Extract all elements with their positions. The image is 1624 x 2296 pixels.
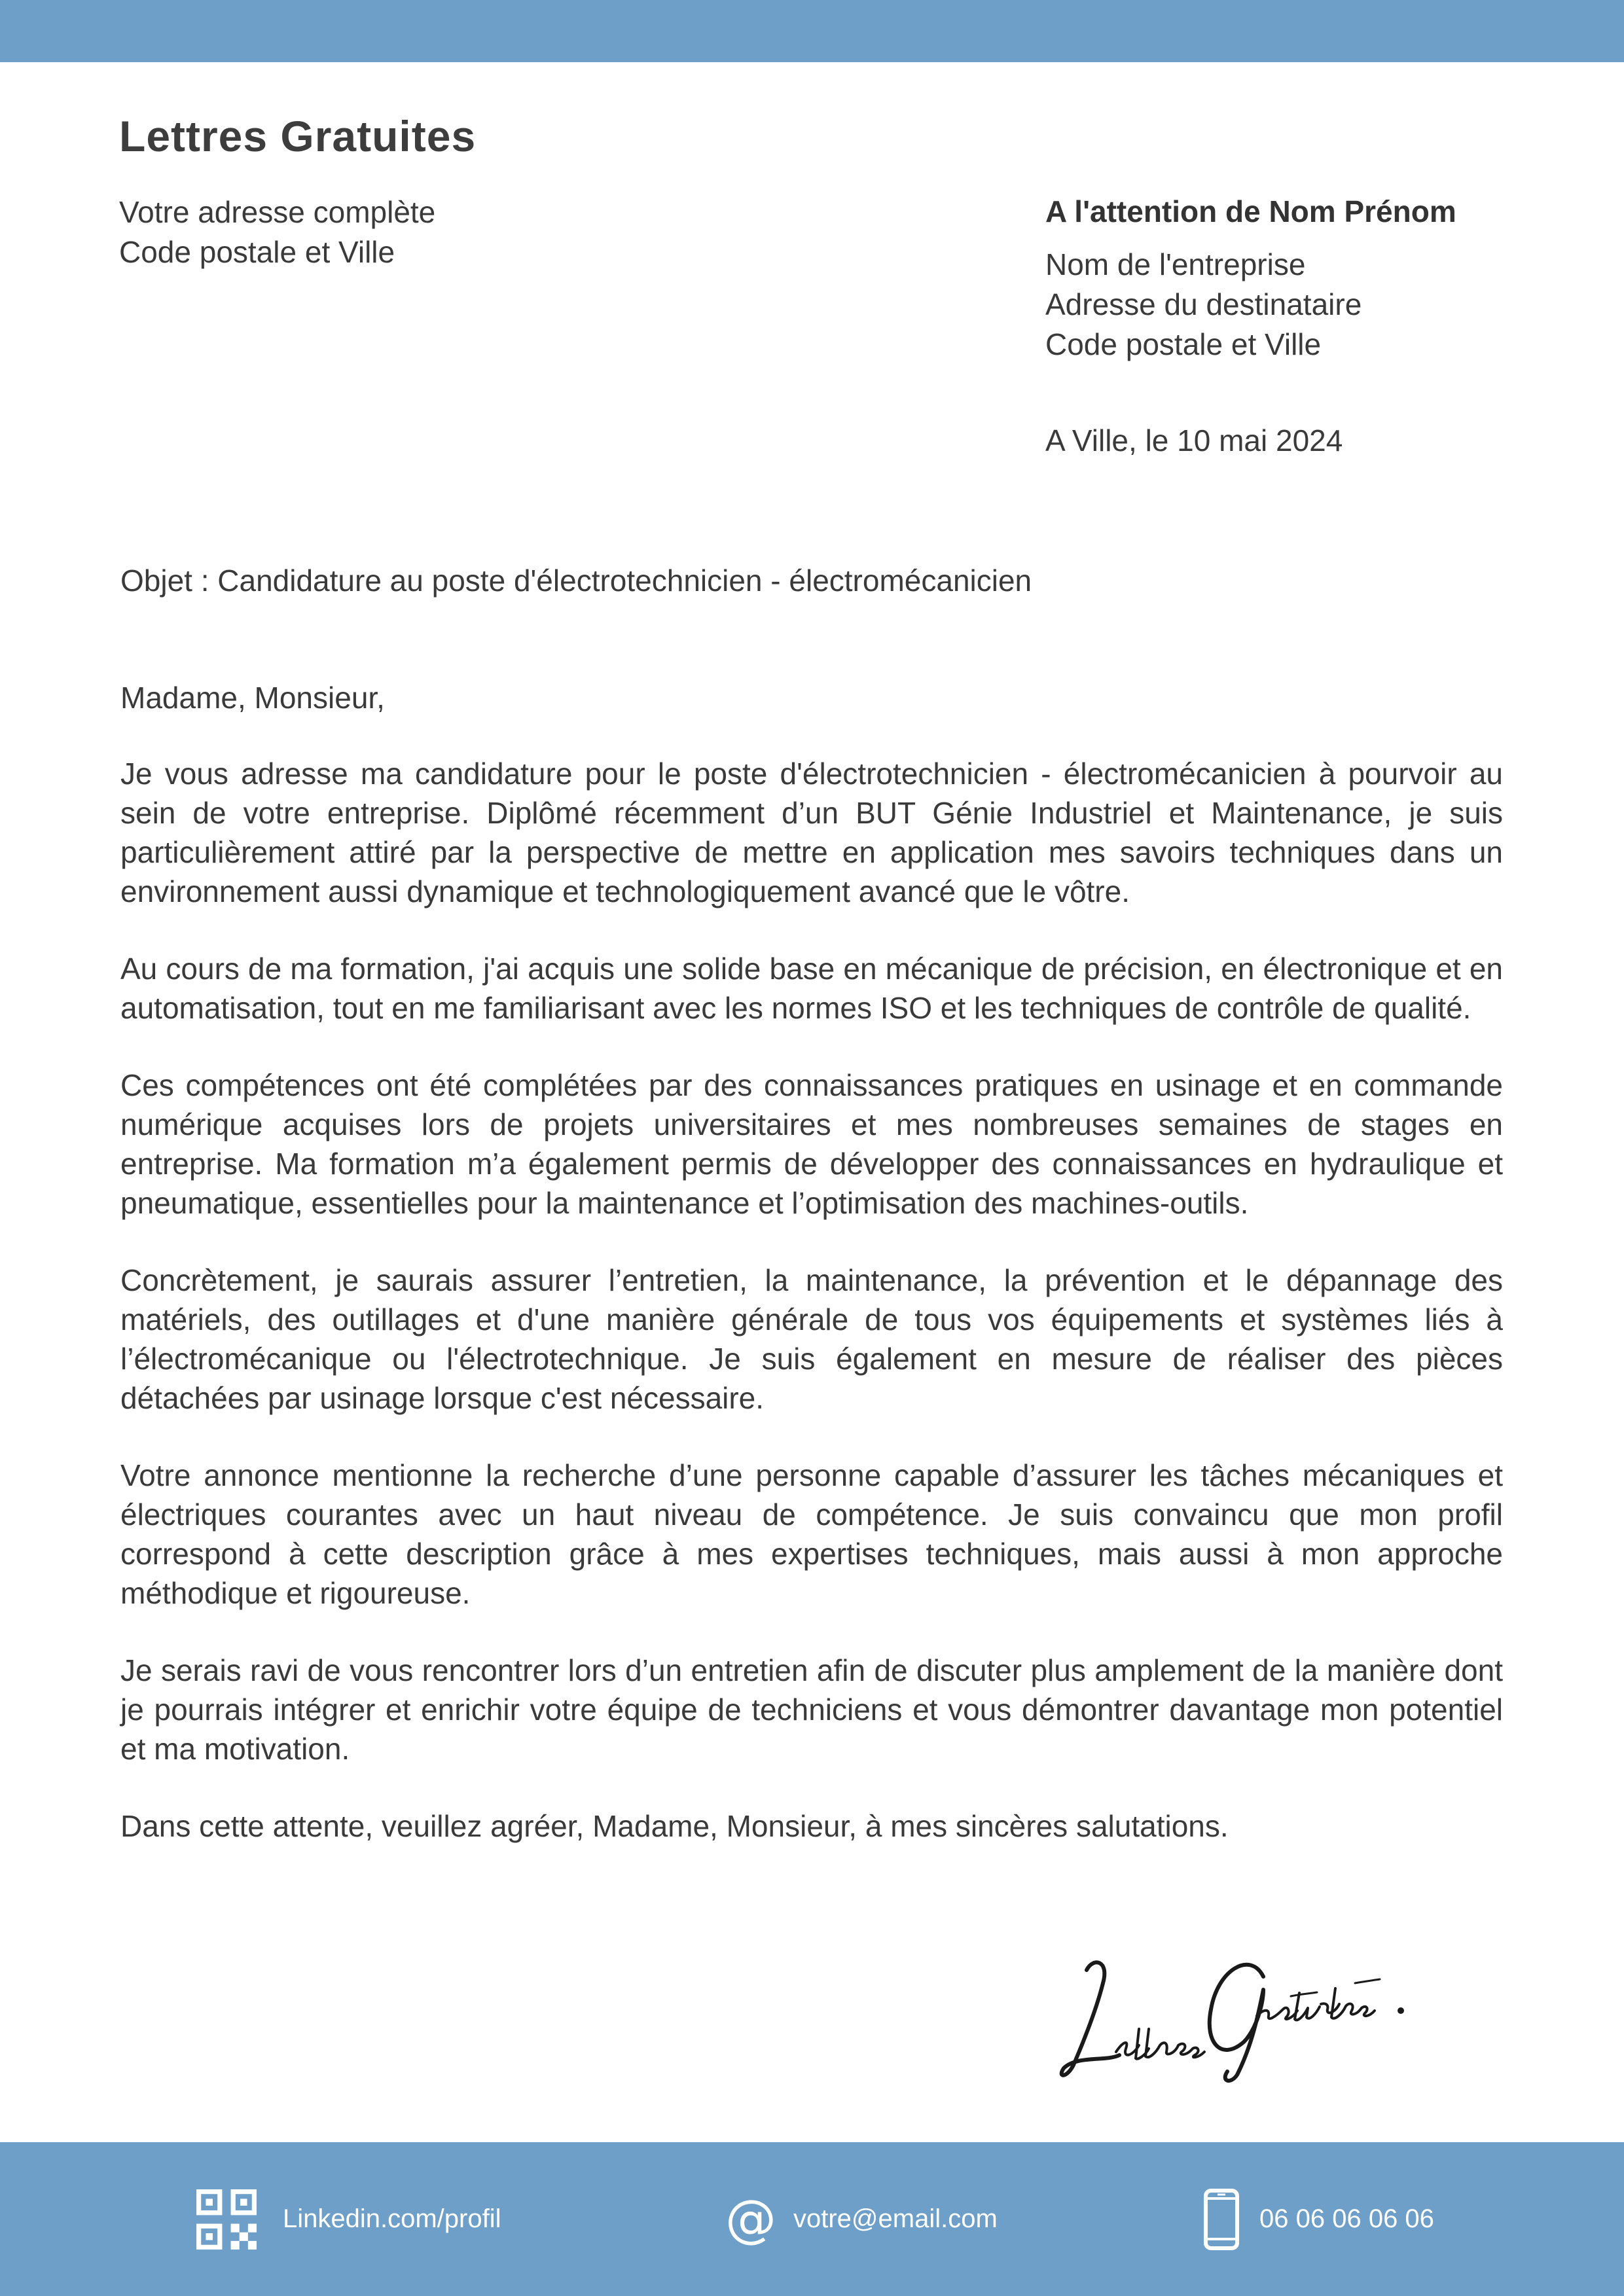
sender-address-line1: Votre adresse complète — [119, 195, 436, 229]
recipient-company: Nom de l'entreprise — [1045, 247, 1306, 281]
footer-linkedin-text: Linkedin.com/profil — [283, 2204, 501, 2233]
header-bar — [0, 0, 1624, 62]
recipient-city: Code postale et Ville — [1045, 327, 1322, 361]
letter-salutation: Madame, Monsieur, — [120, 681, 385, 715]
letter-paragraph: Au cours de ma formation, j'ai acquis une solide base en mécanique de précision, en électronique et en automatisation, tout en me familiarisant avec les normes ISO et les techniques de contrôle de qualité. — [120, 952, 1503, 1025]
at-sign-icon: @ — [725, 2189, 776, 2249]
footer-email[interactable] — [725, 2142, 998, 2296]
letter-paragraph: Concrètement, je saurais assurer l’entretien, la maintenance, la prévention et le dépannage des matériels, des outillages et d'une manière générale de tous vos équipements et systèmes liés à l’électromécanique ou l'électrotechnique. Je suis également en mesure de réaliser des pièces détachées par usinage lorsque c'est nécessaire. — [120, 1263, 1503, 1415]
sender-address — [119, 192, 435, 272]
letter-paragraph: Votre annonce mentionne la recherche d’une personne capable d’assurer les tâches mécaniques et électriques courantes avec un haut niveau de compétence. Je suis convaincu que mon profil correspond à cette description grâce à mes expertises techniques, mais aussi à mon approche méthodique et rigoureuse. — [120, 1458, 1503, 1610]
letter-date: A Ville, le 10 mai 2024 — [1045, 423, 1343, 457]
qr-code-icon — [196, 2189, 257, 2250]
letter-closing: Dans cette attente, veuillez agréer, Madame, Monsieur, à mes sincères salutations. — [120, 1809, 1229, 1843]
footer-linkedin[interactable] — [196, 2142, 501, 2296]
sender-name: Lettres Gratuites — [119, 112, 477, 160]
letter-paragraph: Ces compétences ont été complétées par des connaissances pratiques en usinage et en commande numérique acquises lors de projets universitaires et mes nombreuses semaines de stages en entreprise. Ma formation m’a également permis de développer des connaissances en hydraulique et pneumatique, essentielles pour la maintenance et l’optimisation des machines-outils. — [120, 1068, 1503, 1220]
footer-bar — [0, 2142, 1624, 2296]
recipient-attention: A l'attention de Nom Prénom — [1045, 194, 1456, 228]
letter-paragraph: Je vous adresse ma candidature pour le poste d'électrotechnicien - électromécanicien à pourvoir au sein de votre entreprise. Diplômé récemment d’un BUT Génie Industriel et Maintenance, je suis particulièrement attiré par la perspective de mettre en application mes savoirs techniques dans un environnement aussi dynamique et technologiquement avancé que le vôtre. — [120, 757, 1503, 908]
letter-paragraph: Je serais ravi de vous rencontrer lors d’un entretien afin de discuter plus amplement de la manière dont je pourrais intégrer et enrichir votre équipe de techniciens et vous démontrer davantage mon potentiel et ma motivation. — [120, 1653, 1503, 1766]
handwritten-signature — [1047, 1931, 1434, 2094]
letter-body — [120, 678, 1503, 1884]
recipient-address: Adresse du destinataire — [1045, 287, 1362, 321]
sender-address-line2: Code postale et Ville — [119, 235, 395, 269]
recipient-block — [1045, 190, 1543, 365]
mobile-phone-icon — [1203, 2188, 1240, 2251]
letter-subject: Objet : Candidature au poste d'électrotechnicien - électromécanicien — [120, 564, 1032, 598]
footer-phone[interactable] — [1203, 2142, 1434, 2296]
footer-phone-text: 06 06 06 06 06 — [1259, 2204, 1434, 2233]
footer-email-text: votre@email.com — [793, 2204, 998, 2233]
